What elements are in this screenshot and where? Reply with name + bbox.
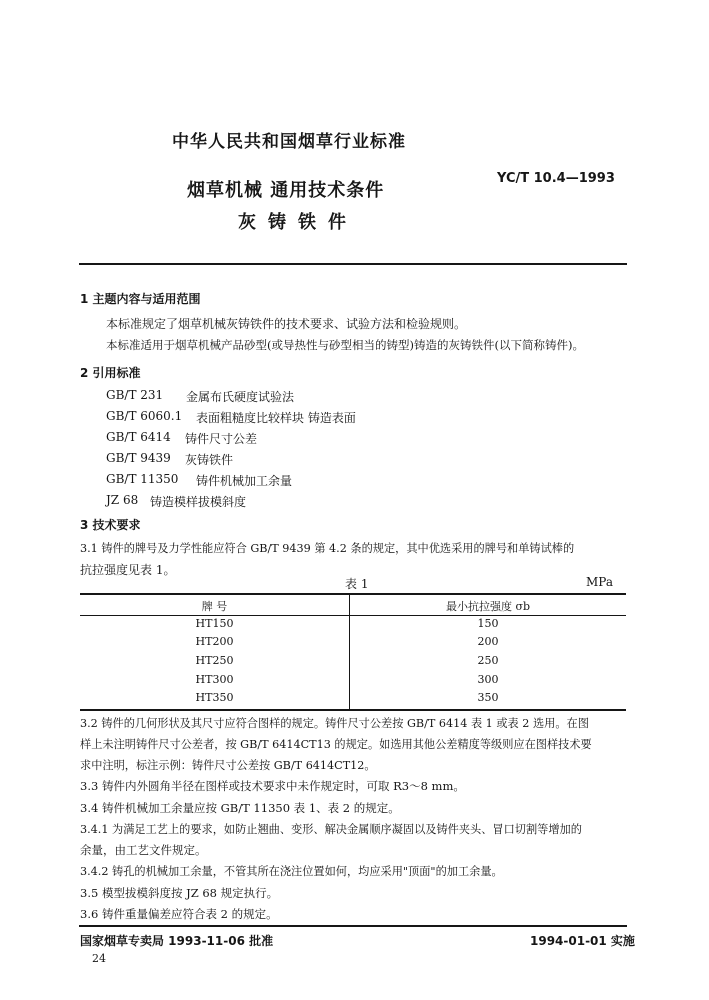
document-subtitle: 灰铸铁件 [238,212,358,233]
table-bottom-rule [80,709,626,711]
table-header-strength: 最小抗拉强度 σb [445,600,531,613]
clause-3-1: 3.1 铸件的牌号及力学性能应符合 GB/T 9439 第 4.2 条的规定，其中优选采用的牌号和单铸试棒的 [80,542,575,555]
clause-3-2-continued: 求中注明，标注示例：铸件尺寸公差按 GB/T 6414CT12。 [80,759,376,772]
table-cell-grade: HT250 [195,654,234,667]
reference-name: 铸件尺寸公差 [185,432,258,446]
table-cell-strength: 250 [477,654,499,667]
reference-name: 铸造模样拔模斜度 [150,495,247,509]
section-3-heading: 3 技术要求 [80,518,141,532]
clause-3-6: 3.6 铸件重量偏差应符合表 2 的规定。 [80,907,278,921]
clause-3-5: 3.5 模型拔模斜度按 JZ 68 规定执行。 [80,886,279,900]
table-cell-strength: 150 [477,617,499,630]
header-rule [79,263,627,265]
section-1-paragraph-1: 本标准规定了烟草机械灰铸铁件的技术要求、试验方法和检验规则。 [106,317,467,331]
clause-3-2: 3.2 铸件的几何形状及其尺寸应符合图样的规定。铸件尺寸公差按 GB/T 6414 表 1 或表 2 选用。在图 [80,717,589,730]
reference-code: GB/T 9439 [106,451,171,465]
reference-code: GB/T 6060.1 [106,409,183,423]
clause-3-4-2: 3.4.2 铸孔的机械加工余量，不管其所在浇注位置如何，均应采用"顶面"的加工余量。 [80,865,503,878]
table-cell-strength: 350 [477,691,499,704]
reference-name: 表面粗糙度比较样块 铸造表面 [196,411,356,425]
reference-code: GB/T 6414 [106,430,171,444]
clause-3-1-continued: 抗拉强度见表 1。 [80,563,176,577]
table-cell-strength: 200 [477,635,499,648]
clause-3-4-1: 3.4.1 为满足工艺上的要求，如防止翘曲、变形、解决金属顺序凝固以及铸件夹头、冒口切割等增加的 [80,823,582,836]
document-title: 烟草机械 通用技术条件 [187,180,385,201]
table-unit: MPa [586,575,613,589]
clause-3-4: 3.4 铸件机械加工余量应按 GB/T 11350 表 1、表 2 的规定。 [80,801,400,815]
section-2-heading: 2 引用标准 [80,366,141,380]
reference-name: 灰铸铁件 [185,453,234,467]
reference-code: JZ 68 [106,493,139,507]
reference-name: 金属布氏硬度试验法 [186,390,295,404]
reference-code: GB/T 11350 [106,472,179,486]
reference-name: 铸件机械加工余量 [196,474,293,488]
clause-3-2-continued: 样上未注明铸件尺寸公差者，按 GB/T 6414CT13 的规定。如选用其他公差精度等级则应在图样技术要 [80,738,592,751]
table-cell-grade: HT350 [195,691,234,704]
table-caption: 表 1 [345,577,369,591]
clause-3-3: 3.3 铸件内外圆角半径在图样或技术要求中未作规定时，可取 R3～8 mm。 [80,779,465,793]
footer-rule [79,925,627,927]
implementation-date: 1994-01-01 实施 [530,934,635,948]
table-cell-strength: 300 [477,673,499,686]
standard-number: YC/T 10.4—1993 [497,171,615,186]
section-1-paragraph-2: 本标准适用于烟草机械产品砂型(或导热性与砂型相当的铸型)铸造的灰铸铁件(以下简称铸件)。 [106,338,584,352]
page-number: 24 [92,952,106,965]
table-header-grade: 牌 号 [201,600,228,613]
section-1-heading: 1 主题内容与适用范围 [80,292,201,306]
table-cell-grade: HT150 [195,617,234,630]
reference-code: GB/T 231 [106,388,164,402]
table-cell-grade: HT200 [195,635,234,648]
table-cell-grade: HT300 [195,673,234,686]
table-header-rule [80,615,626,616]
issuing-organization: 中华人民共和国烟草行业标准 [172,132,406,152]
clause-3-4-1-continued: 余量，由工艺文件规定。 [80,843,207,857]
approval-note: 国家烟草专卖局 1993-11-06 批准 [80,934,274,948]
table-top-rule [80,593,626,595]
